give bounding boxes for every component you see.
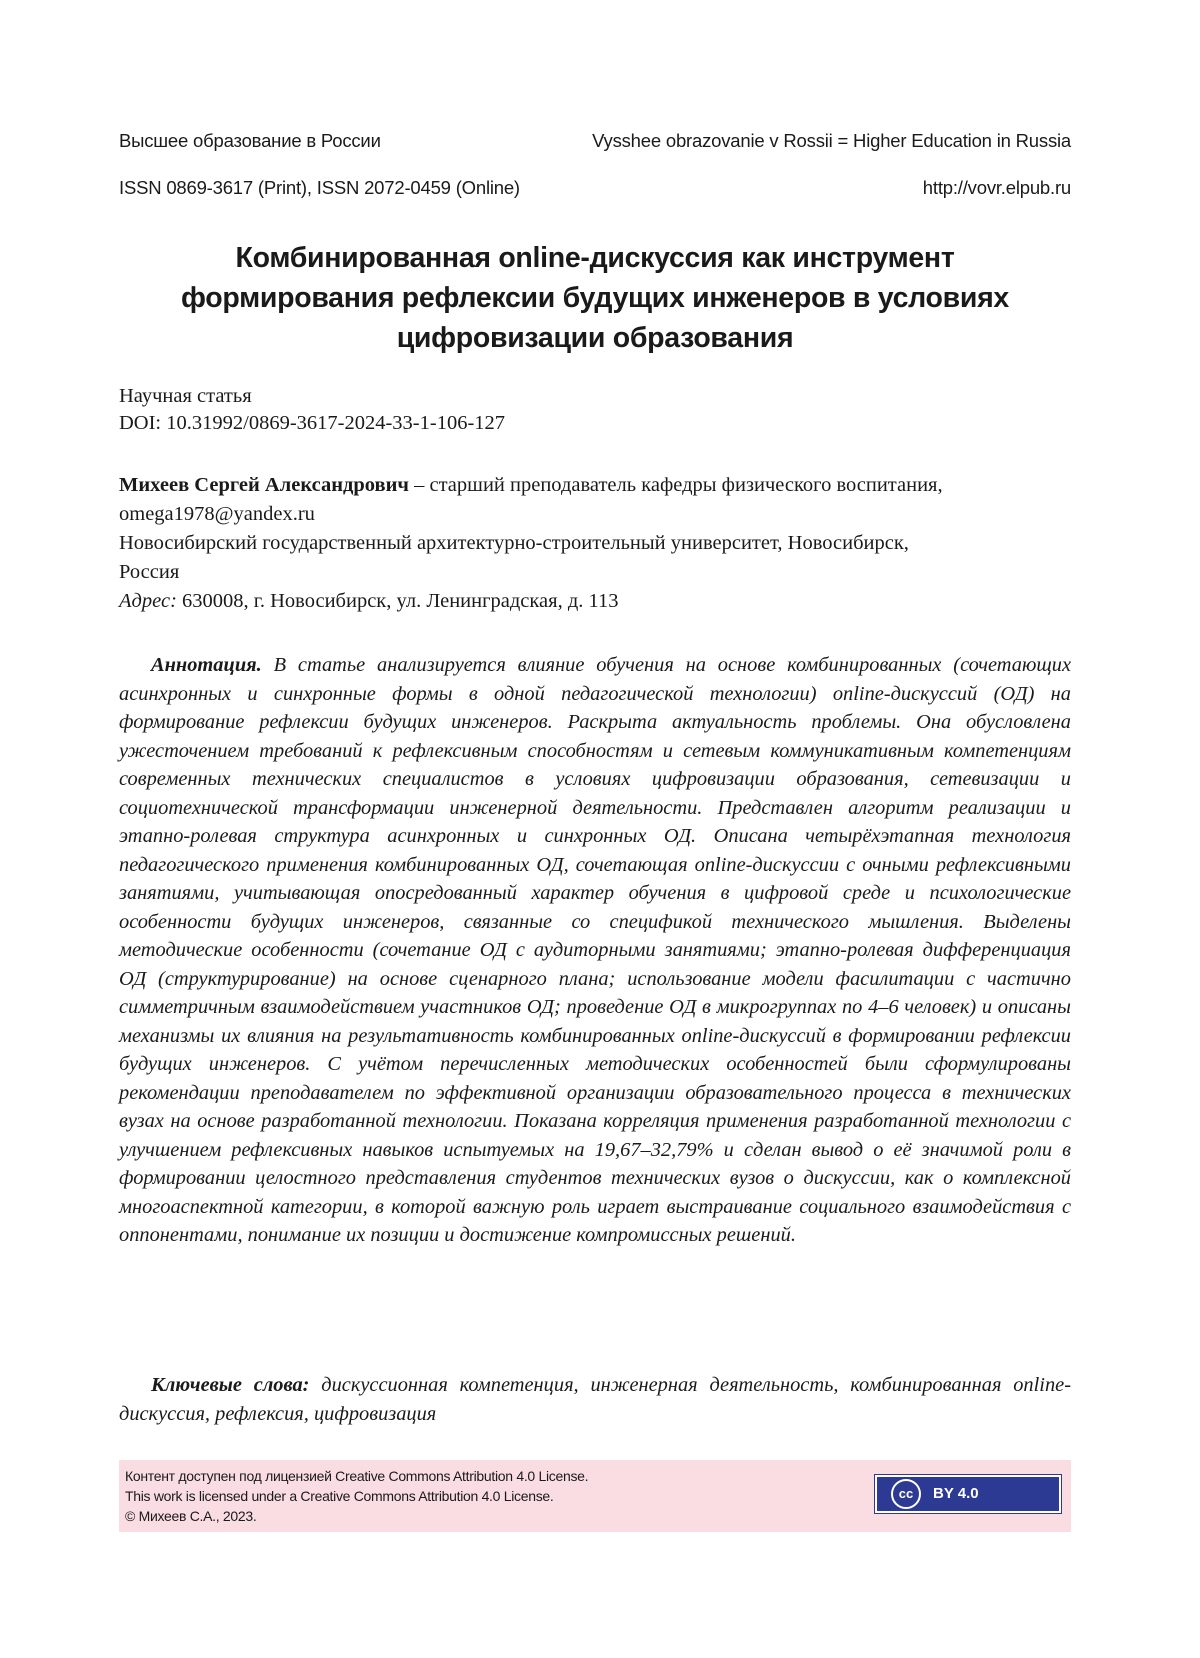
issn-header: [119, 177, 1071, 199]
doi[interactable]: DOI: 10.31992/0869-3617-2024-33-1-106-127: [119, 412, 506, 434]
author-email[interactable]: omega1978@yandex.ru: [119, 503, 315, 525]
article-title: [119, 238, 1071, 358]
cc-by-badge[interactable]: [875, 1475, 1061, 1513]
affiliation-line: Новосибирский государственный архитектурно-строительный университет, Новосибирск,: [119, 532, 909, 554]
affiliation-line: Россия: [119, 561, 180, 583]
journal-header: [119, 130, 1071, 152]
abstract-label: Аннотация.: [151, 654, 262, 676]
license-box: [119, 1460, 1071, 1532]
keywords-text: дискуссионная компетенция, инженерная деятельность, комбинированная online-дискуссия, рефлексия, цифровизация: [119, 1374, 1071, 1425]
author-affiliation: [119, 529, 1071, 587]
title-line: цифровизации образования: [396, 322, 794, 354]
author-line: [119, 471, 1071, 500]
author-address: [119, 587, 1071, 616]
author-name: Михеев Сергей Александрович: [119, 474, 409, 496]
issn: ISSN 0869-3617 (Print), ISSN 2072-0459 (Online): [119, 177, 520, 198]
article-type: Научная статья: [119, 385, 252, 407]
journal-url[interactable]: http://vovr.elpub.ru: [922, 177, 1071, 198]
journal-name-ru: Высшее образование в России: [119, 130, 381, 151]
article-meta: [119, 383, 1071, 437]
title-line: Комбинированная online-дискуссия как инструмент: [235, 242, 955, 274]
abstract: [119, 651, 1071, 1250]
license-line: Контент доступен под лицензией Creative Commons Attribution 4.0 License.: [125, 1468, 589, 1484]
copyright-line: © Михеев С.А., 2023.: [125, 1508, 257, 1524]
address-label: Адрес:: [119, 590, 177, 612]
keywords-label: Ключевые слова:: [151, 1374, 310, 1396]
author-position: – старший преподаватель кафедры физического воспитания,: [409, 474, 943, 496]
abstract-text: В статье анализируется влияние обучения на основе комбинированных (сочетающих асинхронных и синхронные формы в одной педагогической технологии) online-дискуссий (ОД) на формирование рефлексии будущих инженеров. Раскрыта актуальность проблемы. Она обусловлена ужесточением требований к рефлексивным способностям и сетевым коммуникативным компетенциям современных технических специалистов в условиях цифровизации образования, сетевизации и социотехнической трансформации инженерной деятельности. Представлен алгоритм реализации и этапно-ролевая структура асинхронных и синхронных ОД. Описана четырёхэтапная технология педагогического применения комбинированных ОД, сочетающая online-дискуссии с очными рефлексивными занятиями, учитывающая опосредованный характер обучения в цифровой среде и психологические особенности будущих инженеров, связанные со спецификой технического мышления. Выделены методические особенности (сочетание ОД с аудиторными занятиями; этапно-ролевая дифференциация ОД (структурирование) на основе сценарного плана; использование модели фасилитации с частично симметричным взаимодействием участников ОД; проведение ОД в микрогруппах по 4–6 человек) и описаны механизмы их влияния на результативность комбинированных online-дискуссий в формировании рефлексии будущих инженеров. С учётом перечисленных методических особенностей были сформулированы рекомендации преподавателем по эффективной организации образовательного процесса в технических вузах на основе разработанной технологии. Показана корреляция применения разработанной технологии с улучшением рефлексивных навыков испытуемых на 19,67–32,79% и сделан вывод о её значимой роли в формировании целостного представления студентов технических вузов о дискуссии, как о комплексной многоаспектной категории, в которой важную роль играет выстраивание социального взаимодействия с оппонентами, понимание их позиции и достижение компромиссных решений.: [119, 654, 1071, 1246]
title-line: формирования рефлексии будущих инженеров в условиях: [181, 282, 1009, 314]
author-block: [119, 471, 1071, 616]
license-text: [125, 1466, 588, 1526]
cc-badge-label: BY 4.0: [933, 1485, 979, 1502]
license-line: This work is licensed under a Creative Commons Attribution 4.0 License.: [125, 1488, 554, 1504]
keywords: [119, 1371, 1071, 1428]
cc-logo-icon: cc: [891, 1479, 921, 1509]
journal-name-en: Vysshee obrazovanie v Rossii = Higher Education in Russia: [592, 130, 1071, 151]
address-text: 630008, г. Новосибирск, ул. Ленинградская, д. 113: [176, 590, 619, 612]
